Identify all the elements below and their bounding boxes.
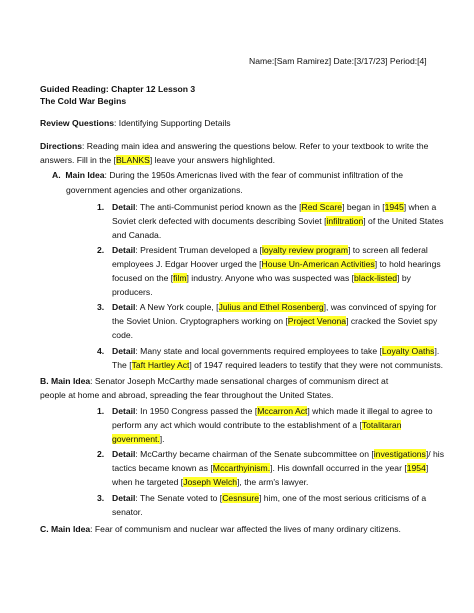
main-idea-label: Main Idea xyxy=(65,170,105,180)
detail-text: ] him, one of the most serious criticisms of a xyxy=(258,493,427,503)
detail-text: ] cracked the Soviet spy xyxy=(346,316,438,326)
detail-a4-line1 xyxy=(112,344,439,358)
detail-b1-line1 xyxy=(112,404,433,418)
review-text: : Identifying Supporting Details xyxy=(114,118,231,128)
detail-b1-line3 xyxy=(112,432,165,446)
blanks-highlight: BLANKS xyxy=(115,155,150,165)
answer-highlight: Taft Hartley Act xyxy=(131,360,190,370)
detail-a2-line4: producers. xyxy=(112,287,153,297)
lesson-title: The Cold War Begins xyxy=(40,96,127,106)
main-idea-text: : During the 1950s Americnas lived with the fear of communist infiltration of the xyxy=(104,170,404,180)
answer-highlight: Totalitaran xyxy=(361,420,402,430)
section-letter: C. xyxy=(40,524,49,534)
section-a-main-idea-cont: government agencies and other organizations. xyxy=(66,185,243,195)
detail-a2-line2 xyxy=(112,257,441,271)
detail-text: ]. xyxy=(434,346,440,356)
student-info-header: Name:[Sam Ramirez] Date:[3/17/23] Period:[4] xyxy=(249,56,427,66)
answer-highlight: Loyalty Oaths xyxy=(381,346,435,356)
main-idea-label: Main Idea xyxy=(50,376,91,386)
detail-text: : The anti-Communist period known as the [ xyxy=(135,202,302,212)
detail-number: 3. xyxy=(97,493,105,503)
detail-label: Detail xyxy=(112,346,136,356)
answer-highlight: loyalty review program xyxy=(262,245,348,255)
detail-a1-line2 xyxy=(112,214,444,228)
main-idea-text: : Senator Joseph McCarthy made sensational charges of communism direct at xyxy=(90,376,389,386)
detail-number: 2. xyxy=(97,449,105,459)
main-idea-label: Main Idea xyxy=(50,524,91,534)
detail-label: Detail xyxy=(112,302,136,312)
answer-highlight: infiltration xyxy=(326,216,364,226)
detail-text: ], the arm's lawyer. xyxy=(237,477,309,487)
detail-text: ] began in [ xyxy=(342,202,385,212)
answer-highlight: Mccarron Act xyxy=(257,406,308,416)
answer-highlight: black-listed xyxy=(354,273,398,283)
detail-label: Detail xyxy=(112,406,136,416)
answer-highlight: Red Scare xyxy=(301,202,343,212)
detail-a1-line3: and Canada. xyxy=(112,230,162,240)
detail-text: : Many state and local governments required employees to take [ xyxy=(135,346,382,356)
detail-text: ]. xyxy=(159,434,165,444)
detail-text: ] industry. Anyone who was suspected was [ xyxy=(186,273,355,283)
detail-text: ] xyxy=(425,463,429,473)
directions-text: : Reading main idea and answering the questions below. Refer to your textbook to write the answers. Fill in the [ xyxy=(40,141,429,165)
detail-a2-line3 xyxy=(112,271,411,285)
detail-b2-line2 xyxy=(112,461,428,475)
detail-a2-line1 xyxy=(112,243,428,257)
detail-label: Detail xyxy=(112,493,136,503)
detail-text: ] which made it illegal to agree to xyxy=(307,406,433,416)
answer-highlight: Joseph Welch xyxy=(183,477,238,487)
detail-a4-line2 xyxy=(112,358,443,372)
detail-a3-line3: code. xyxy=(112,330,134,340)
detail-text: Soviet clerk defected with documents describing Soviet [ xyxy=(112,216,327,226)
answer-highlight: Cesnsure xyxy=(222,493,259,503)
detail-b2-line3 xyxy=(112,475,308,489)
detail-text: : McCarthy became chairman of the Senate subcommittee on [ xyxy=(135,449,374,459)
detail-text: ] when a xyxy=(403,202,437,212)
section-b-main-idea xyxy=(40,374,388,388)
detail-a1-line1 xyxy=(112,200,436,214)
detail-text: focused on the [ xyxy=(112,273,174,283)
detail-text: ] to hold hearings xyxy=(374,259,441,269)
detail-b2-line1 xyxy=(112,447,444,461)
directions-text-end: ] leave your answers highlighted. xyxy=(149,155,276,165)
detail-text: the Soviet Union. Cryptographers working on [ xyxy=(112,316,288,326)
detail-text: when he targeted [ xyxy=(112,477,184,487)
detail-number: 1. xyxy=(97,202,105,212)
answer-highlight: government. xyxy=(112,434,160,444)
detail-label: Detail xyxy=(112,245,136,255)
detail-text: : The Senate voted to [ xyxy=(135,493,223,503)
detail-a3-line2 xyxy=(112,314,437,328)
detail-a3-line1 xyxy=(112,300,436,314)
detail-b1-line2 xyxy=(112,418,401,432)
detail-text: ] of the United States xyxy=(363,216,444,226)
main-idea-text: : Fear of communism and nuclear war affected the lives of many ordinary citizens. xyxy=(90,524,401,534)
review-label: Review Questions xyxy=(40,118,115,128)
answer-highlight: investigations xyxy=(373,449,426,459)
detail-text: The [ xyxy=(112,360,132,370)
detail-text: : President Truman developed a [ xyxy=(135,245,263,255)
answer-highlight: House Un-American Activities xyxy=(261,259,375,269)
detail-text: : In 1950 Congress passed the [ xyxy=(135,406,258,416)
detail-number: 2. xyxy=(97,245,105,255)
detail-number: 4. xyxy=(97,346,105,356)
detail-b3-line1 xyxy=(112,491,426,505)
section-a-main-idea xyxy=(52,168,403,182)
answer-highlight: Julius and Ethel Rosenberg xyxy=(218,302,324,312)
detail-text: ]. His downfall occurred in the year [ xyxy=(270,463,407,473)
answer-highlight: film xyxy=(173,273,187,283)
answer-highlight: 1954 xyxy=(406,463,426,473)
detail-label: Detail xyxy=(112,202,136,212)
detail-b3-line2: senator. xyxy=(112,507,143,517)
detail-number: 3. xyxy=(97,302,105,312)
detail-text: ] to screen all federal xyxy=(347,245,428,255)
section-b-main-idea-cont: people at home and abroad, spreading the fear throughout the United States. xyxy=(40,390,334,400)
detail-text: ] by xyxy=(397,273,411,283)
directions-label: Directions xyxy=(40,141,83,151)
answer-highlight: Project Venona xyxy=(287,316,347,326)
detail-text: ], was convinced of spying for xyxy=(323,302,437,312)
directions xyxy=(40,139,440,167)
detail-text: tactics became known as [ xyxy=(112,463,213,473)
detail-text: employees J. Edgar Hoover urged the [ xyxy=(112,259,262,269)
answer-highlight: Mccarthyinism. xyxy=(212,463,271,473)
answer-highlight: 1945 xyxy=(384,202,404,212)
detail-label: Detail xyxy=(112,449,136,459)
guide-title: Guided Reading: Chapter 12 Lesson 3 xyxy=(40,84,196,94)
review-questions xyxy=(40,118,231,128)
detail-number: 1. xyxy=(97,406,105,416)
detail-text: : A New York couple, [ xyxy=(135,302,219,312)
detail-text: perform any act which would contribute to the establishment of a [ xyxy=(112,420,362,430)
section-letter: A. xyxy=(52,170,61,180)
detail-text: ] of 1947 required leaders to testify that they were not communists. xyxy=(189,360,444,370)
section-c-main-idea xyxy=(40,522,401,536)
detail-text: ]/ his xyxy=(425,449,444,459)
section-letter: B. xyxy=(40,376,49,386)
